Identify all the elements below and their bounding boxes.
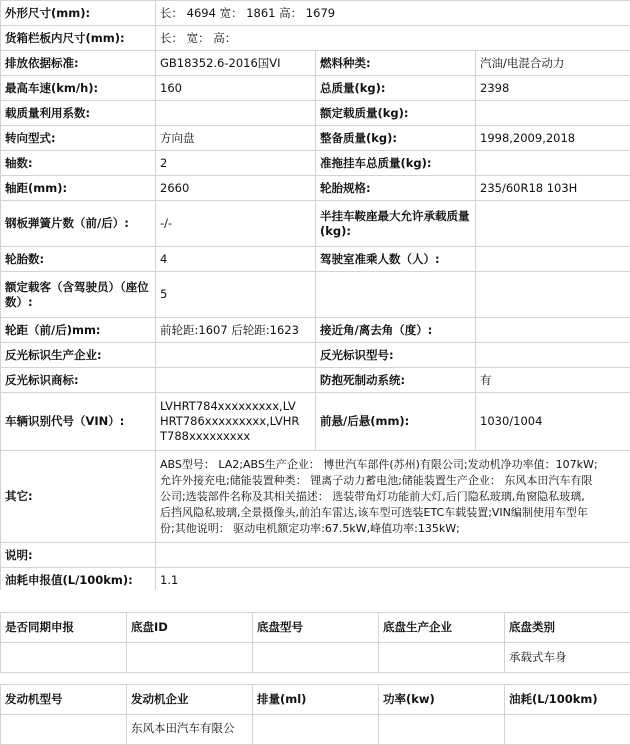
spec-value bbox=[476, 247, 630, 272]
chassis-table bbox=[0, 612, 630, 673]
chassis-header-row bbox=[1, 613, 630, 643]
section-gap bbox=[0, 590, 630, 612]
spec-value bbox=[156, 343, 316, 368]
spec-value: 汽油/电混合动力 bbox=[476, 51, 630, 76]
spec-label: 轴数: bbox=[1, 151, 156, 176]
spec-row bbox=[1, 176, 630, 201]
spec-row bbox=[1, 151, 630, 176]
spec-label: 说明: bbox=[1, 543, 156, 568]
spec-label: 转向型式: bbox=[1, 126, 156, 151]
engine-header-row bbox=[1, 685, 630, 715]
other-line: 份;其他说明： 驱动电机额定功率:67.5kW,峰值功率:135kW; bbox=[160, 521, 626, 537]
spec-row bbox=[1, 368, 630, 393]
spec-label: 防抱死制动系统: bbox=[316, 368, 476, 393]
column-header: 油耗(L/100km) bbox=[505, 685, 630, 715]
spec-value bbox=[476, 318, 630, 343]
spec-row bbox=[1, 201, 630, 247]
table-cell bbox=[379, 715, 505, 745]
spec-row bbox=[1, 318, 630, 343]
column-header: 功率(kw) bbox=[379, 685, 505, 715]
spec-row-cargo-box bbox=[1, 26, 630, 51]
column-header: 是否同期申报 bbox=[1, 613, 127, 643]
spec-value: 方向盘 bbox=[156, 126, 316, 151]
table-cell bbox=[127, 643, 253, 673]
spec-label: 额定载质量(kg): bbox=[316, 101, 476, 126]
other-notes bbox=[156, 451, 630, 543]
column-header: 排量(ml) bbox=[253, 685, 379, 715]
column-header: 发动机企业 bbox=[127, 685, 253, 715]
spec-label bbox=[316, 272, 476, 318]
spec-label: 接近角/离去角（度）: bbox=[316, 318, 476, 343]
spec-value bbox=[156, 368, 316, 393]
spec-label: 最高车速(km/h): bbox=[1, 76, 156, 101]
spec-value: 5 bbox=[156, 272, 316, 318]
table-cell bbox=[379, 643, 505, 673]
column-header: 发动机型号 bbox=[1, 685, 127, 715]
spec-label: 钢板弹簧片数（前/后）: bbox=[1, 201, 156, 247]
table-cell bbox=[505, 715, 630, 745]
spec-label: 排放依据标准: bbox=[1, 51, 156, 76]
spec-value bbox=[476, 101, 630, 126]
spec-label: 驾驶室准乘人数（人）: bbox=[316, 247, 476, 272]
table-cell bbox=[253, 643, 379, 673]
spec-value: 1030/1004 bbox=[476, 393, 630, 451]
spec-value: 2660 bbox=[156, 176, 316, 201]
spec-row bbox=[1, 101, 630, 126]
column-header: 底盘类别 bbox=[505, 613, 630, 643]
spec-label: 轮距（前/后)mm: bbox=[1, 318, 156, 343]
vin-line: T788xxxxxxxxx bbox=[160, 429, 311, 444]
spec-value: 2398 bbox=[476, 76, 630, 101]
spec-label: 额定载客（含驾驶员）（座位数）: bbox=[1, 272, 156, 318]
spec-label: 整备质量(kg): bbox=[316, 126, 476, 151]
spec-row-vin bbox=[1, 393, 630, 451]
spec-label: 反光标识商标: bbox=[1, 368, 156, 393]
column-header: 底盘型号 bbox=[253, 613, 379, 643]
spec-label: 燃料种类: bbox=[316, 51, 476, 76]
spec-value: 1998,2009,2018 bbox=[476, 126, 630, 151]
vin-value bbox=[156, 393, 316, 451]
spec-row-dimensions bbox=[1, 1, 630, 26]
column-header: 底盘ID bbox=[127, 613, 253, 643]
spec-label: 反光标识型号: bbox=[316, 343, 476, 368]
spec-value: 有 bbox=[476, 368, 630, 393]
spec-row-fuel bbox=[1, 568, 630, 593]
spec-row bbox=[1, 272, 630, 318]
vin-line: LVHRT784xxxxxxxxx,LV bbox=[160, 399, 311, 414]
other-line: 后挡风隐私玻璃,全景摄像头,前泊车雷达,该车型可选装ETC车载装置;VIN编制使用车型年 bbox=[160, 505, 626, 521]
spec-label: 车辆识别代号（VIN）: bbox=[1, 393, 156, 451]
spec-label: 准拖挂车总质量(kg): bbox=[316, 151, 476, 176]
vin-line: HRT786xxxxxxxxx,LVHR bbox=[160, 414, 311, 429]
spec-value bbox=[476, 201, 630, 247]
spec-label: 前悬/后悬(mm): bbox=[316, 393, 476, 451]
spec-value bbox=[476, 272, 630, 318]
spec-value: -/- bbox=[156, 201, 316, 247]
table-cell: 承载式车身 bbox=[505, 643, 630, 673]
spec-value bbox=[156, 101, 316, 126]
spec-label: 载质量利用系数: bbox=[1, 101, 156, 126]
table-cell bbox=[1, 643, 127, 673]
spec-label: 轮胎规格: bbox=[316, 176, 476, 201]
spec-row bbox=[1, 247, 630, 272]
spec-label: 轴距(mm): bbox=[1, 176, 156, 201]
spec-value: 235/60R18 103H bbox=[476, 176, 630, 201]
table-cell: 东风本田汽车有限公 bbox=[127, 715, 253, 745]
spec-label: 轮胎数: bbox=[1, 247, 156, 272]
spec-row bbox=[1, 76, 630, 101]
spec-value: 4 bbox=[156, 247, 316, 272]
spec-value bbox=[156, 543, 630, 568]
spec-value bbox=[476, 151, 630, 176]
spec-label: 反光标识生产企业: bbox=[1, 343, 156, 368]
spec-value: GB18352.6-2016国VI bbox=[156, 51, 316, 76]
other-line: ABS型号： LA2;ABS生产企业： 博世汽车部件(苏州)有限公司;发动机净功率值：107kW; bbox=[160, 457, 626, 473]
other-line: 公司;选装部件名称及其相关描述： 选装带角灯功能前大灯,后门隐私玻璃,角窗隐私玻璃, bbox=[160, 489, 626, 505]
spec-row bbox=[1, 51, 630, 76]
column-header: 底盘生产企业 bbox=[379, 613, 505, 643]
spec-label: 半挂车鞍座最大允许承载质量(kg): bbox=[316, 201, 476, 247]
other-line: 允许外接充电;储能装置种类： 锂离子动力蓄电池;储能装置生产企业： 东风本田汽车有限 bbox=[160, 473, 626, 489]
spec-row bbox=[1, 343, 630, 368]
spec-value: 160 bbox=[156, 76, 316, 101]
spec-label: 外形尺寸(mm): bbox=[1, 1, 156, 26]
spec-label: 总质量(kg): bbox=[316, 76, 476, 101]
spec-label: 油耗申报值(L/100km): bbox=[1, 568, 156, 593]
spec-value: 长： 宽： 高： bbox=[156, 26, 630, 51]
table-cell bbox=[1, 715, 127, 745]
table-row bbox=[1, 643, 630, 673]
spec-row-notes bbox=[1, 543, 630, 568]
spec-label: 其它: bbox=[1, 451, 156, 543]
spec-label: 货箱栏板内尺寸(mm): bbox=[1, 26, 156, 51]
table-row bbox=[1, 715, 630, 745]
spec-value bbox=[476, 343, 630, 368]
spec-row bbox=[1, 126, 630, 151]
spec-row-other bbox=[1, 451, 630, 543]
engine-table bbox=[0, 684, 630, 745]
spec-value: 长： 4694 宽： 1861 高： 1679 bbox=[156, 1, 630, 26]
table-cell bbox=[253, 715, 379, 745]
spec-value: 2 bbox=[156, 151, 316, 176]
spec-value: 1.1 bbox=[156, 568, 630, 593]
spec-value: 前轮距:1607 后轮距:1623 bbox=[156, 318, 316, 343]
